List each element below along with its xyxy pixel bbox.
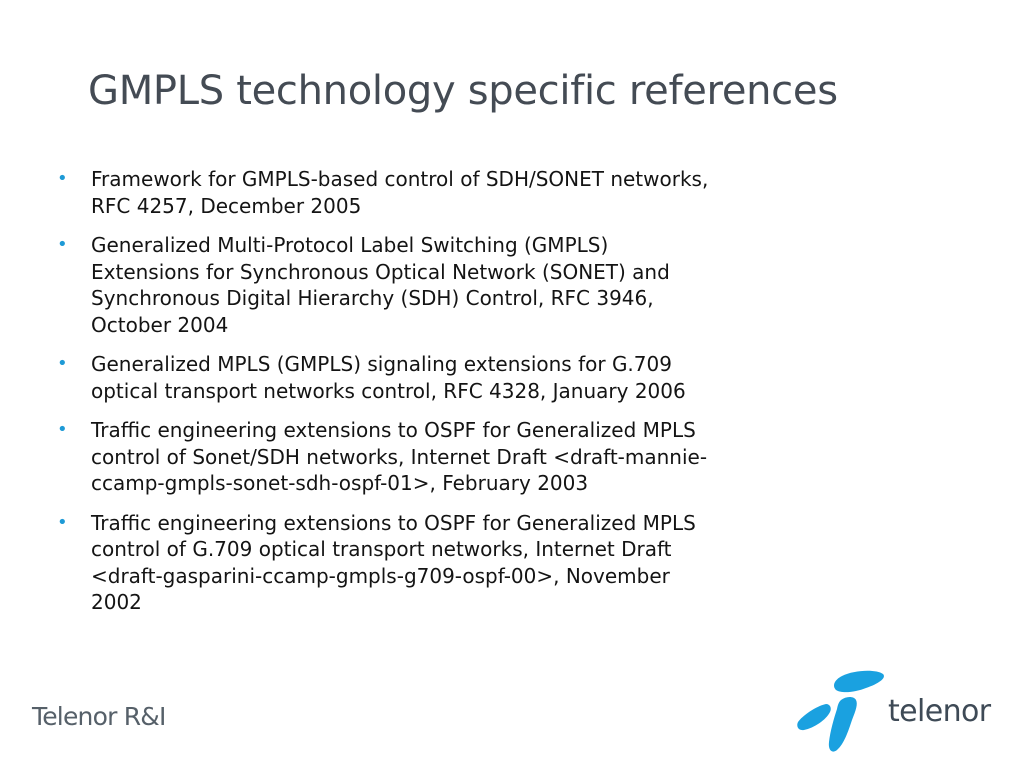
bullet-icon: •: [57, 511, 68, 533]
telenor-wordmark: telenor: [888, 694, 991, 729]
reference-line: optical transport networks control, RFC 4328, January 2006: [91, 378, 686, 403]
telenor-propeller-icon: [790, 664, 890, 764]
reference-line: 2002: [91, 590, 142, 614]
bullet-icon: •: [57, 353, 68, 374]
slide-title: GMPLS technology specific references: [88, 68, 838, 114]
bullet-icon: •: [57, 419, 68, 440]
reference-line: Framework for GMPLS-based control of SDH/SONET networks,: [91, 167, 709, 191]
reference-line: Generalized MPLS (GMPLS) signaling extensions for G.709: [91, 352, 672, 376]
reference-line: Traffic engineering extensions to OSPF for Generalized MPLS: [91, 418, 696, 442]
footer-label: Telenor R&I: [32, 702, 166, 731]
reference-line: control of G.709 optical transport networks, Internet Draft: [91, 537, 672, 561]
reference-list: [55, 166, 875, 629]
reference-item: [55, 166, 875, 219]
reference-line: October 2004: [91, 312, 229, 337]
reference-line: control of Sonet/SDH networks, Internet Draft <draft-mannie-: [91, 444, 708, 469]
telenor-logo: [790, 664, 1000, 764]
reference-line: Generalized Multi-Protocol Label Switching (GMPLS): [91, 233, 609, 257]
reference-line: Traffic engineering extensions to OSPF for Generalized MPLS: [91, 510, 696, 535]
reference-item: [55, 510, 875, 616]
reference-item: [55, 417, 875, 497]
reference-line: RFC 4257, December 2005: [91, 193, 362, 218]
reference-line: Synchronous Digital Hierarchy (SDH) Control, RFC 3946,: [91, 286, 654, 310]
bullet-icon: •: [57, 234, 68, 255]
bullet-icon: •: [57, 168, 68, 189]
reference-line: ccamp-gmpls-sonet-sdh-ospf-01>, February 2003: [91, 471, 589, 495]
reference-line: <draft-gasparini-ccamp-gmpls-g709-ospf-00>, November: [91, 563, 670, 588]
reference-item: [55, 232, 875, 338]
reference-line: Extensions for Synchronous Optical Network (SONET) and: [91, 259, 670, 284]
reference-item: [55, 351, 875, 404]
